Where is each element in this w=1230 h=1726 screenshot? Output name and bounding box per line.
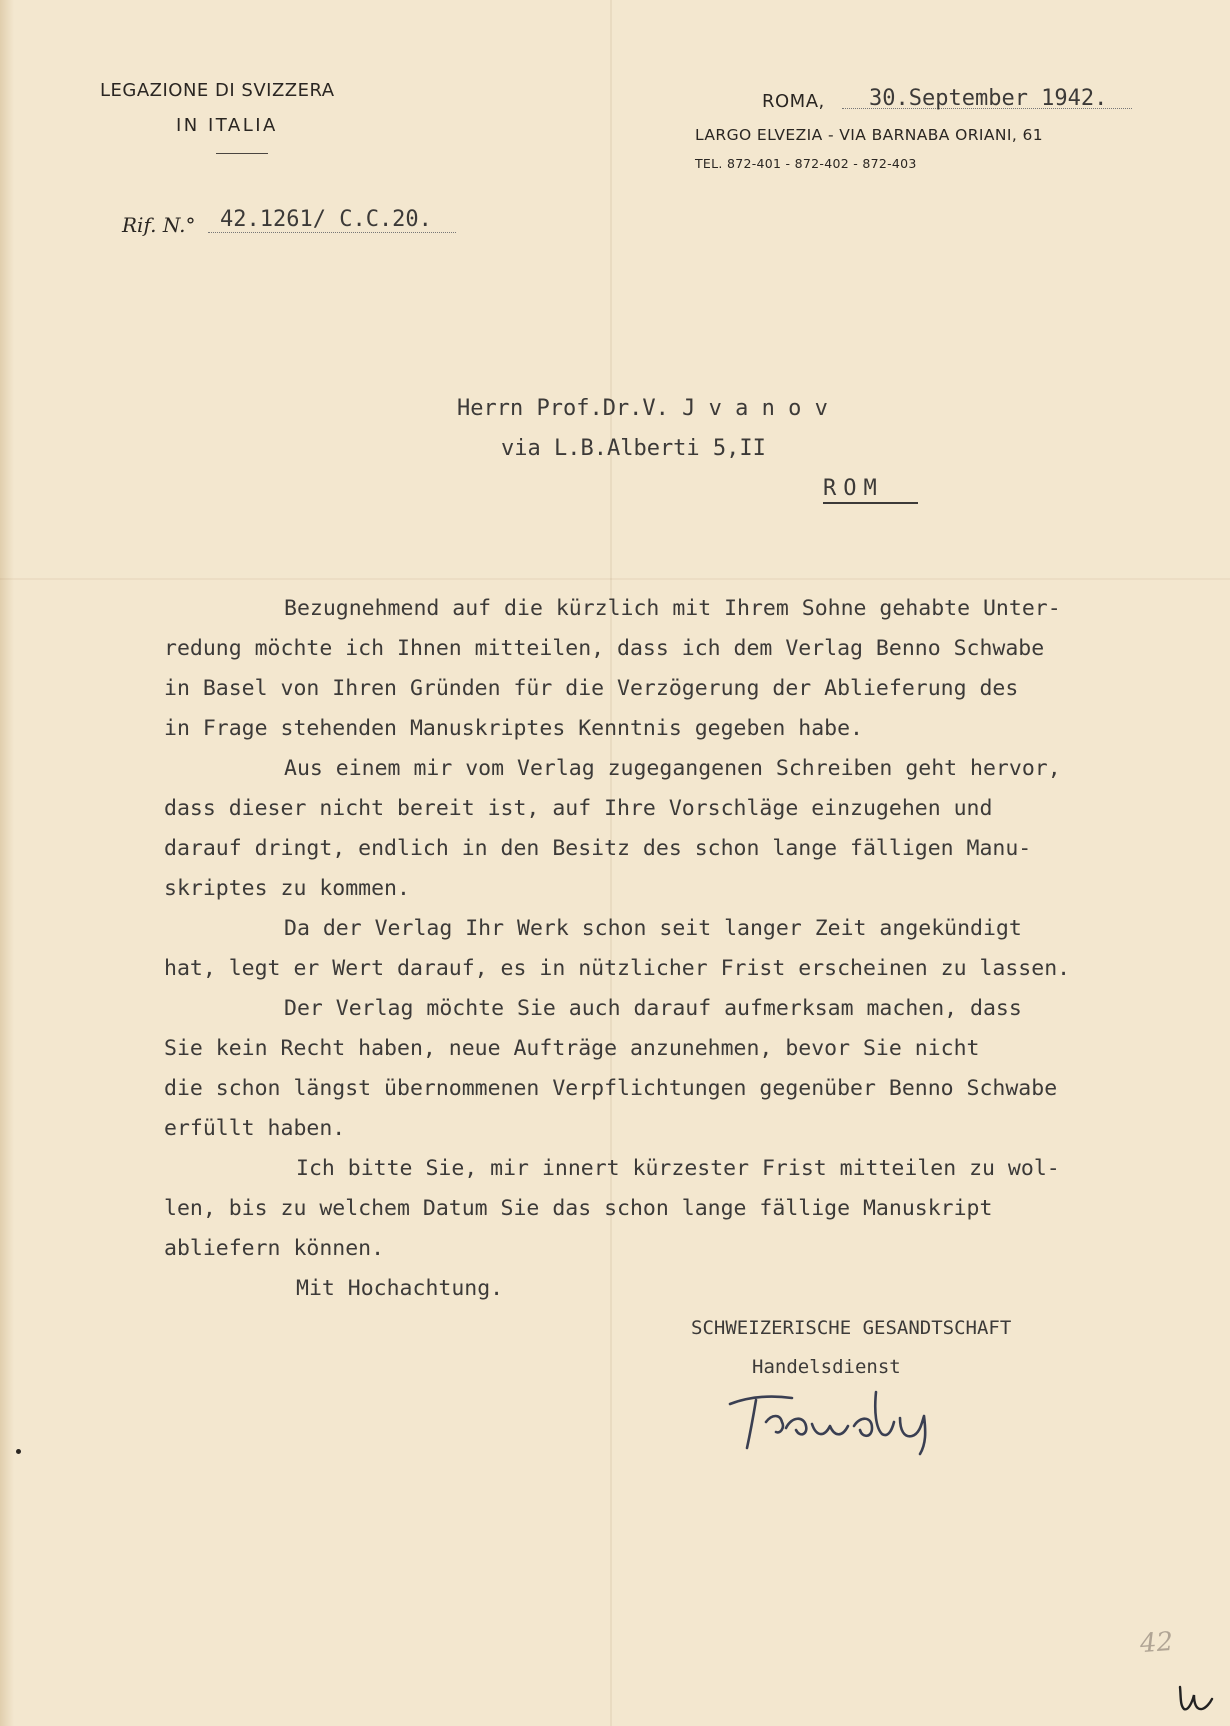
letter-date: 30.September 1942. — [869, 86, 1108, 111]
body-line: Mit Hochachtung. — [296, 1276, 504, 1301]
legation-address: LARGO ELVEZIA - VIA BARNABA ORIANI, 61 — [695, 126, 1044, 144]
body-line: len, bis zu welchem Datum Sie das schon lange fällige Manuskript — [164, 1196, 993, 1221]
page-number-annotation: 42 — [1138, 1626, 1175, 1660]
body-line: darauf dringt, endlich in den Besitz des schon lange fälligen Manu- — [164, 836, 1032, 861]
body-line: hat, legt er Wert darauf, es in nützlicher Frist erscheinen zu lassen. — [164, 956, 1071, 981]
body-line: erfüllt haben. — [164, 1116, 346, 1141]
closing-department: Handelsdienst — [752, 1356, 901, 1378]
legation-phone: TEL. 872-401 - 872-402 - 872-403 — [695, 156, 917, 171]
paper-edge — [0, 0, 14, 1726]
recipient-name: Herrn Prof.Dr.V. J v a n o v — [457, 396, 828, 421]
reference-number: 42.1261/ C.C.20. — [220, 207, 432, 232]
paper-fold-vertical — [610, 0, 612, 1726]
closing-organization: SCHWEIZERISCHE GESANDTSCHAFT — [691, 1317, 1012, 1339]
punch-dot — [16, 1449, 21, 1454]
body-line: abliefern können. — [164, 1236, 385, 1261]
body-line: Aus einem mir vom Verlag zugegangenen Schreiben geht hervor, — [284, 756, 1061, 781]
body-line: Bezugnehmend auf die kürzlich mit Ihrem Sohne gehabte Unter- — [284, 596, 1061, 621]
body-line: in Basel von Ihren Gründen für die Verzögerung der Ablieferung des — [164, 676, 1019, 701]
legation-country: IN ITALIA — [176, 115, 278, 136]
corner-mark-icon — [1176, 1683, 1216, 1713]
body-line: in Frage stehenden Manuskriptes Kenntnis gegeben habe. — [164, 716, 863, 741]
recipient-street: via L.B.Alberti 5,II — [501, 436, 766, 461]
legation-name: LEGAZIONE DI SVIZZERA — [100, 80, 335, 101]
body-line: Sie kein Recht haben, neue Aufträge anzunehmen, bevor Sie nicht — [164, 1036, 980, 1061]
body-line: skriptes zu kommen. — [164, 876, 410, 901]
reference-dotted-line — [208, 232, 456, 233]
body-line: Ich bitte Sie, mir innert kürzester Frist mitteilen zu wol- — [296, 1156, 1060, 1181]
paper-fold-horizontal — [0, 578, 1230, 580]
body-line: redung möchte ich Ihnen mitteilen, dass ich dem Verlag Benno Schwabe — [164, 636, 1045, 661]
body-line: Der Verlag möchte Sie auch darauf aufmerksam machen, dass — [284, 996, 1022, 1021]
reference-label: Rif. N.° — [122, 213, 196, 237]
body-line: die schon längst übernommenen Verpflichtungen gegenüber Benno Schwabe — [164, 1076, 1058, 1101]
city-label: ROMA, — [762, 91, 825, 112]
body-line: dass dieser nicht bereit ist, auf Ihre Vorschläge einzugehen und — [164, 796, 993, 821]
signature-icon — [720, 1382, 970, 1457]
letterhead-rule — [216, 153, 268, 154]
recipient-city-underline — [823, 502, 918, 504]
recipient-city: ROM — [823, 476, 884, 501]
body-line: Da der Verlag Ihr Werk schon seit langer Zeit angekündigt — [284, 916, 1022, 941]
